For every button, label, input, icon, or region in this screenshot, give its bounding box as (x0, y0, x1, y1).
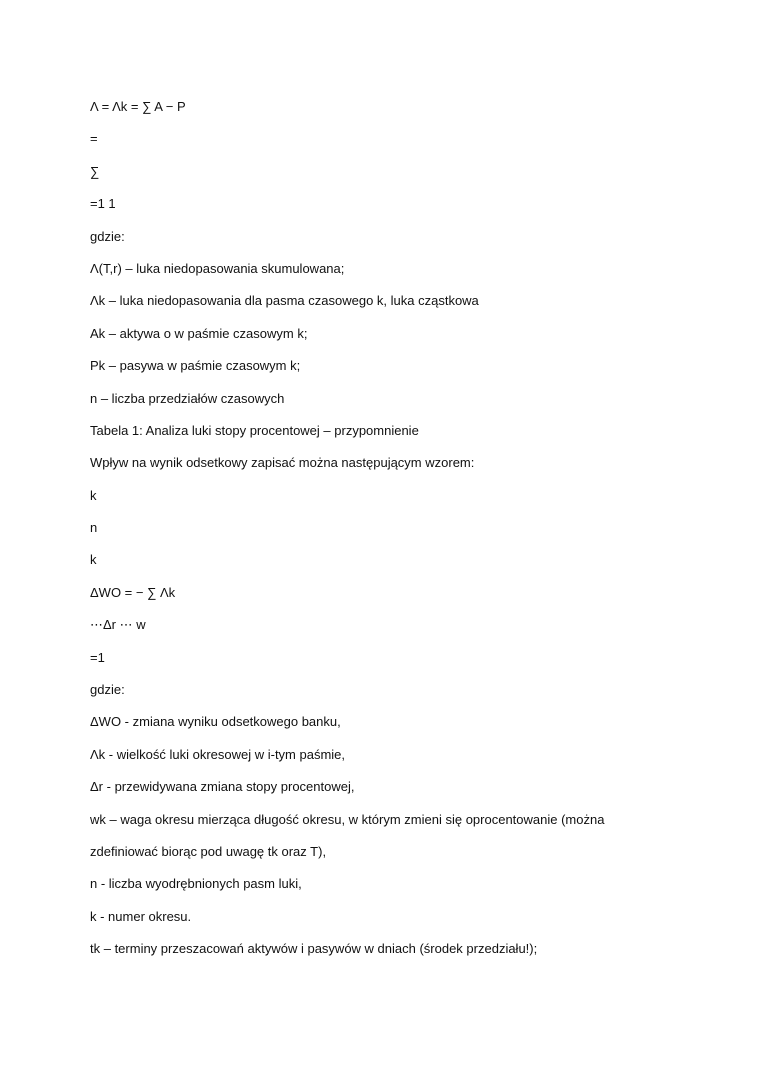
formula-fragment: k (90, 487, 97, 503)
definition-line: n - liczba wyodrębnionych pasm luki, (90, 876, 302, 892)
definition-line-continued: zdefiniować biorąc pod uwagę tk oraz T), (90, 843, 327, 859)
where-label: gdzie: (90, 228, 125, 244)
formula-fragment: ∑ (90, 163, 100, 179)
definition-line: Δr - przewidywana zmiana stopy procentowej, (90, 779, 355, 795)
formula-fragment: = (90, 131, 98, 147)
definition-line: tk – terminy przeszacowań aktywów i pasywów w dniach (środek przedziału!); (90, 941, 538, 957)
definition-line: Ak – aktywa o w paśmie czasowym k; (90, 325, 308, 341)
definition-line: Λk – luka niedopasowania dla pasma czasowego k, luka cząstkowa (90, 293, 479, 309)
definition-line: n – liczba przedziałów czasowych (90, 390, 285, 406)
formula-fragment: k (90, 552, 97, 568)
definition-line: Pk – pasywa w paśmie czasowym k; (90, 358, 301, 374)
document-body (90, 91, 710, 966)
formula-fragment: =1 (90, 649, 105, 665)
formula-fragment: =1 1 (90, 196, 116, 212)
formula-gap-definition: Λ = Λk = ∑ A − P (90, 99, 186, 114)
formula-fragment: ⋯Δr ⋯ w (90, 617, 146, 633)
definition-line: Λ(T,r) – luka niedopasowania skumulowana; (90, 260, 345, 276)
definition-line: ΔWO - zmiana wyniku odsetkowego banku, (90, 714, 341, 730)
definition-line: Λk - wielkość luki okresowej w i-tym paśmie, (90, 746, 346, 762)
formula-interest-result: ΔWO = − ∑ Λk (90, 584, 176, 600)
definition-line: k - numer okresu. (90, 908, 192, 924)
table-caption: Tabela 1: Analiza luki stopy procentowej – przypomnienie (90, 422, 419, 438)
where-label: gdzie: (90, 682, 125, 698)
formula-fragment: n (90, 520, 98, 536)
definition-line: wk – waga okresu mierząca długość okresu, w którym zmieni się oprocentowanie (można (90, 811, 605, 827)
paragraph-text: Wpływ na wynik odsetkowy zapisać można następującym wzorem: (90, 455, 475, 471)
